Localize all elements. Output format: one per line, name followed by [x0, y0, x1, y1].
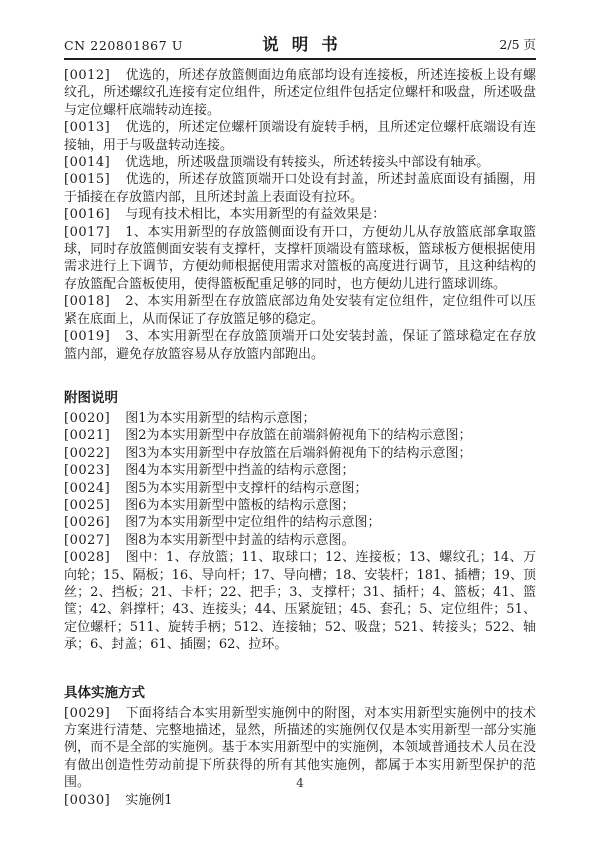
paragraph	[64, 445, 536, 462]
document-section	[64, 684, 536, 809]
paragraph-number: [0014]	[64, 155, 111, 171]
paragraph	[64, 462, 536, 479]
paragraph-text: 优选的，所述存放篮顶端开口处设有封盖，所述封盖底面设有插圈，用于插接在存放篮内部，且所述封盖上表面设有拉环。	[64, 172, 536, 205]
paragraph-text: 优选的，所述定位螺杆顶端设有旋转手柄，且所述定位螺杆底端设有连接轴，用于与吸盘转动连接。	[64, 120, 536, 153]
paragraph-number: [0017]	[64, 224, 111, 240]
paragraph	[64, 497, 536, 514]
paragraph	[64, 792, 536, 809]
paragraph	[64, 119, 536, 154]
page-footer	[0, 776, 600, 790]
paragraph-number: [0027]	[64, 532, 111, 548]
paragraph	[64, 206, 536, 223]
section-heading: 附图说明	[64, 389, 118, 406]
paragraph-number: [0025]	[64, 497, 111, 513]
paragraph-number: [0021]	[64, 428, 111, 444]
paragraph	[64, 514, 536, 531]
paragraph-number: [0024]	[64, 480, 111, 496]
paragraph-number: [0018]	[64, 294, 111, 310]
paragraph-text: 图4为本实用新型中挡盖的结构示意图；	[125, 463, 355, 479]
paragraph-number: [0019]	[64, 329, 111, 345]
paragraph-text: 3、本实用新型在存放篮顶端开口处安装封盖，保证了篮球稳定在存放篮内部，避免存放篮容易从存放篮内部跑出。	[64, 329, 536, 362]
paragraph-text: 图3为本实用新型中存放篮在后端斜俯视角下的结构示意图；	[125, 445, 472, 461]
paragraph-number: [0028]	[64, 550, 111, 566]
paragraph-text: 图7为本实用新型中定位组件的结构示意图；	[125, 515, 381, 531]
paragraph-text: 图8为本实用新型中封盖的结构示意图。	[125, 532, 355, 548]
paragraph	[64, 67, 536, 119]
paragraph-number: [0030]	[64, 792, 111, 808]
page-header	[64, 34, 536, 54]
paragraph	[64, 293, 536, 328]
paragraph-number: [0013]	[64, 120, 111, 136]
paragraph	[64, 328, 536, 363]
page-number: 4	[296, 776, 304, 790]
document-body	[64, 67, 536, 809]
paragraph-number: [0012]	[64, 68, 111, 83]
paragraph	[64, 480, 536, 497]
paragraph	[64, 532, 536, 549]
paragraph-text: 图5为本实用新型中支撑杆的结构示意图；	[125, 480, 368, 496]
document-section	[64, 389, 536, 654]
paragraph-number: [0026]	[64, 515, 111, 531]
paragraph-text: 图中：1、存放篮；11、取球口；12、连接板；13、螺纹孔；14、万向轮；15、隔板；16、导向杆；17、导向槽；18、安装杆；181、插槽；19、顶丝；2、挡板；21、卡杆；22、把手；3、支撑杆；31、插杆；4、篮板；41、篮筐；42、斜撑杆；43、连接头；44、压紧旋钮；45、套孔；5、定位组件；51、定位螺杆；511、旋转手柄；512、连接轴；52、吸盘；521、转接头；522、轴承；6、封盖；61、插圈；62、拉环。	[64, 550, 536, 653]
document-title: 说明书	[262, 35, 351, 54]
paragraph-number: [0022]	[64, 445, 111, 461]
document-number: CN 220801867 U	[64, 38, 183, 53]
paragraph-number: [0015]	[64, 172, 111, 188]
paragraph-text: 图2为本实用新型中存放篮在前端斜俯视角下的结构示意图；	[125, 428, 472, 444]
paragraph-number: [0016]	[64, 207, 111, 223]
paragraph-text: 下面将结合本实用新型实施例中的附图，对本实用新型实施例中的技术方案进行清楚、完整地描述，显然，所描述的实施例仅仅是本实用新型一部分实施例，而不是全部的实施例。基于本实用新型中的实施例，本领域普通技术人员在没有做出创造性劳动前提下所获得的所有其他实施例，都属于本实用新型保护的范围。	[64, 705, 536, 791]
page-indicator: 2/5 页	[499, 37, 536, 52]
paragraph	[64, 427, 536, 444]
paragraph-text: 1、本实用新型的存放篮侧面设有开口，方便幼儿从存放篮底部拿取篮球，同时存放篮侧面安装有支撑杆，支撑杆顶端设有篮球板，篮球板方便根据使用需求进行上下调节，方便幼师根据使用需求对篮板的高度进行调节，且这种结构的存放篮配合篮板使用，使得篮板配重足够的同时，也方便幼儿进行篮球训练。	[64, 224, 536, 292]
paragraph-text: 优选的，所述存放篮侧面边角底部均设有连接板，所述连接板上设有螺纹孔，所述螺纹孔连接有定位组件，所述定位组件包括定位螺杆和吸盘，所述吸盘与定位螺杆底端转动连接。	[64, 68, 536, 118]
paragraph	[64, 154, 536, 171]
document-section	[64, 67, 536, 363]
paragraph-number: [0029]	[64, 705, 111, 721]
header-rule	[64, 58, 536, 60]
paragraph-number: [0020]	[64, 410, 111, 426]
paragraph	[64, 224, 536, 294]
paragraph-number: [0023]	[64, 463, 111, 479]
section-heading: 具体实施方式	[64, 684, 145, 701]
paragraph	[64, 549, 536, 653]
paragraph-text: 图6为本实用新型中篮板的结构示意图；	[125, 497, 355, 513]
paragraph-text: 优选地，所述吸盘顶端设有转接头，所述转接头中部设有轴承。	[125, 155, 490, 171]
paragraph-text: 与现有技术相比，本实用新型的有益效果是：	[125, 207, 386, 223]
paragraph	[64, 410, 536, 427]
paragraph-text: 实施例1	[125, 792, 173, 808]
paragraph-text: 2、本实用新型在存放篮底部边角处安装有定位组件，定位组件可以压紧在底面上，从而保证了存放篮足够的稳定。	[64, 294, 536, 327]
paragraph	[64, 171, 536, 206]
paragraph-text: 图1为本实用新型的结构示意图；	[125, 410, 316, 426]
